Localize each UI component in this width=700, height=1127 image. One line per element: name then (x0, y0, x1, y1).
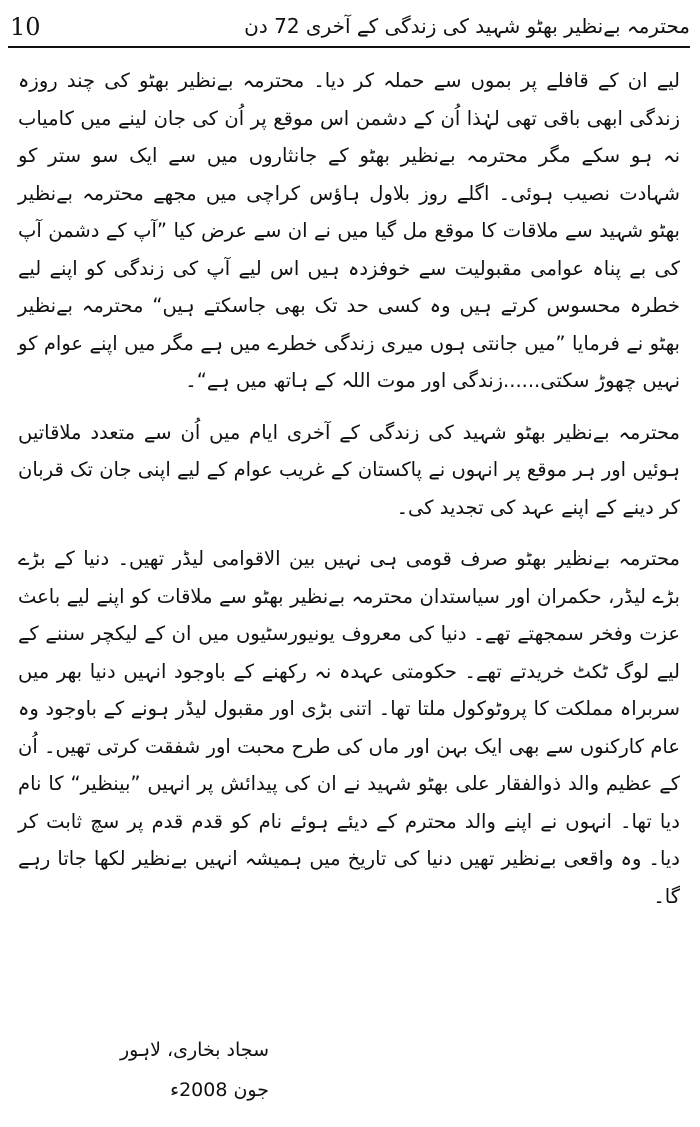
signature-block (120, 1030, 269, 1110)
paragraph-3: محترمہ بےنظیر بھٹو صرف قومی ہی نہیں بین الاقوامی لیڈر تھیں۔ دنیا کے بڑے بڑے لیڈر، حکمران اور سیاستدان محترمہ بےنظیر بھٹو سے ملاقات کو اپنے لیے باعث عزت وفخر سمجھتے تھے۔ دنیا کی معروف یونیورسٹیوں میں ان کے لیکچر سننے کے لیے لوگ ٹکٹ خریدتے تھے۔ حکومتی عہدہ نہ رکھنے کے باوجود انہیں دنیا بھر میں سربراہ مملکت کا پروٹوکول ملتا تھا۔ اتنی بڑی اور مقبول لیڈر ہونے کے باوجود وہ عام کارکنوں سے بھی ایک بہن اور ماں کی طرح محبت اور شفقت کرتی تھیں۔ اُن کے عظیم والد ذوالفقار علی بھٹو شہید نے ان کی پیدائش پر انہیں ”بینظیر“ کا نام دیا تھا۔ انہوں نے اپنے والد محترم کے دیئے ہوئے نام کو قدم قدم پر سچ ثابت کر دیا۔ وہ واقعی بےنظیر تھیں دنیا کی تاریخ میں ہمیشہ انہیں بےنظیر لکھا جاتا رہے گا۔ (18, 547, 680, 908)
paragraph-2: محترمہ بےنظیر بھٹو شہید کی زندگی کے آخری ایام میں اُن سے متعدد ملاقاتیں ہوئیں اور ہر موقع پر انہوں نے پاکستان کے غریب عوام کے لیے اپنی جان تک قربان کر دینے کے اپنے عہد کی تجدید کی۔ (18, 420, 680, 519)
page-number: 10 (10, 13, 41, 41)
running-title: محترمہ بےنظیر بھٹو شہید کی زندگی کے آخری 72 دن (244, 14, 690, 38)
article-body (18, 62, 680, 929)
paragraph-1: لیے ان کے قافلے پر بموں سے حملہ کر دیا۔ محترمہ بےنظیر بھٹو کی چند روزہ زندگی ابھی باقی تھی لہٰذا اُن کے دشمن اس موقع پر اُن کی جان لینے میں کامیاب نہ ہو سکے مگر محترمہ بےنظیر بھٹو کے جانثاروں میں سے ایک سو ستر کو شہادت نصیب ہوئی۔ اگلے روز بلاول ہاؤس کراچی میں مجھے محترمہ بےنظیر بھٹو شہید سے ملاقات کا موقع مل گیا میں نے ان سے عرض کیا ”آپ کے دشمن آپ کی بے پناہ عوامی مقبولیت سے خوفزدہ ہیں اس لیے آپ کی زندگی کو اپنے لیے خطرہ محسوس کرتے ہیں وہ کسی حد تک بھی جاسکتے ہیں“ محترمہ بےنظیر بھٹو نے فرمایا ”میں جانتی ہوں میری زندگی خطرے میں ہے مگر میں اپنے عوام کو نہیں چھوڑ سکتی......زندگی اور موت اللہ کے ہاتھ میں ہے“۔ (18, 69, 680, 392)
page-header (8, 6, 690, 46)
header-rule (8, 46, 690, 48)
signature-author: سجاد بخاری، لاہور (120, 1039, 269, 1061)
signature-date: جون 2008ء (170, 1079, 269, 1101)
